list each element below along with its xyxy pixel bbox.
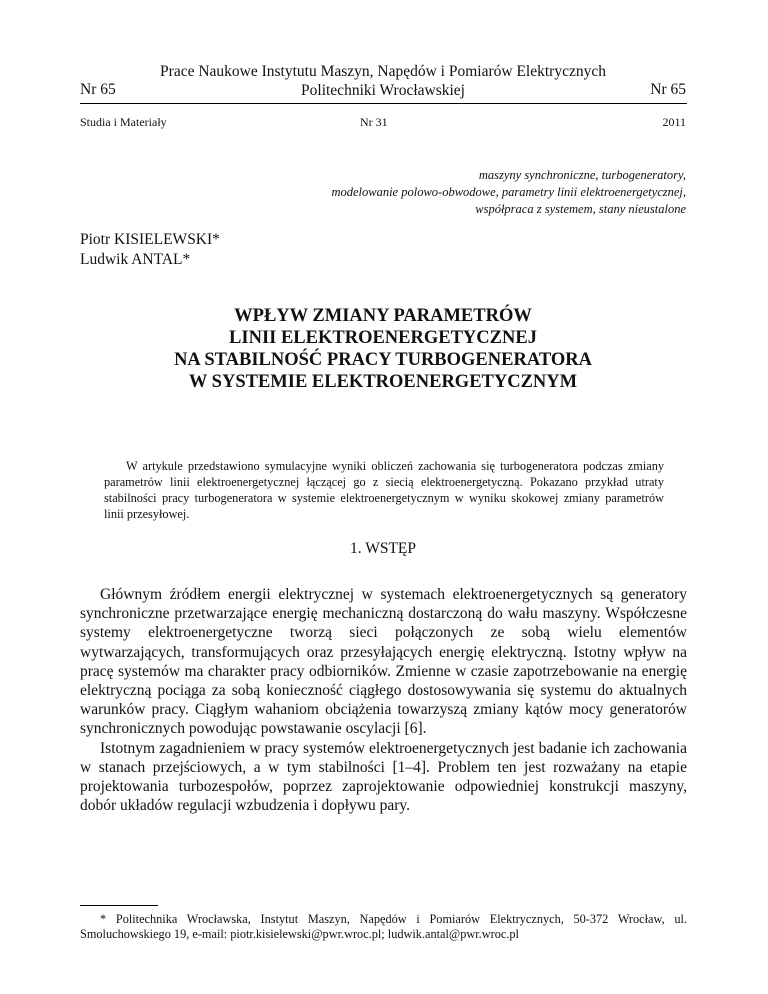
title-line: NA STABILNOŚĆ PRACY TURBOGENERATORA bbox=[174, 350, 592, 370]
footnote: * Politechnika Wrocławska, Instytut Maszyn, Napędów i Pomiarów Elektrycznych, 50-372 Wrocław, ul. Smoluchowskiego 19, e-mail: piotr.kisielewski@pwr.wroc.pl; ludwik.antal@pwr.wroc.pl bbox=[80, 912, 687, 941]
paragraph: Głównym źródłem energii elektrycznej w systemach elektroenergetycznych są generatory synchroniczne przetwarzające energię mechaniczną dostarczoną do wału maszyny. Współczesne systemy elektroenergetyczne tworzą sieci połączonych ze sobą wielu elementów wytwarzających, transformujących oraz przesyłających energię elektryczną. Istotny wpływ na pracę systemów ma charakter pracy odbiorników. Zmienne w czasie zapotrzebowanie na energię elektryczną pociąga za sobą konieczność ciągłego dostosowywania się systemu do aktualnych warunków pracy. Ciągłym wahaniom obciążenia towarzyszą zmiany kątów mocy generatorów synchronicznych powodując powstawanie oscylacji [6]. bbox=[80, 586, 687, 738]
paper-title bbox=[80, 305, 686, 393]
title-line: WPŁYW ZMIANY PARAMETRÓW bbox=[234, 306, 532, 326]
title-line: W SYSTEMIE ELEKTROENERGETYCZNYM bbox=[188, 372, 578, 392]
authors bbox=[80, 230, 220, 270]
series-subtitle: Studia i Materiały bbox=[80, 115, 167, 129]
journal-series-title bbox=[80, 62, 686, 100]
journal-series-line-2: Politechniki Wrocławskiej bbox=[301, 82, 465, 99]
abstract: W artykule przedstawiono symulacyjne wyniki obliczeń zachowania się turbogeneratora podczas zmiany parametrów linii elektroenergetycznej łączącej go z siecią elektroenergetyczną. Pokazano przykład utraty stabilności pracy turbogeneratora w systemie elektroenergetycznym w wyniku skokowej zmiany parametrów linii przesyłowej. bbox=[104, 459, 664, 521]
title-line: LINII ELEKTROENERGETYCZNEJ bbox=[229, 328, 537, 348]
issue-number: Nr 31 bbox=[360, 115, 388, 129]
footnote-divider bbox=[80, 905, 158, 906]
section-heading: 1. WSTĘP bbox=[349, 540, 417, 557]
author-1: Piotr KISIELEWSKI* bbox=[80, 231, 220, 248]
publication-year: 2011 bbox=[662, 115, 686, 129]
author-2: Ludwik ANTAL* bbox=[80, 251, 191, 268]
journal-series-line-1: Prace Naukowe Instytutu Maszyn, Napędów i Pomiarów Elektrycznych bbox=[160, 63, 606, 80]
keywords-line: modelowanie polowo-obwodowe, parametry linii elektroenergetycznej, bbox=[331, 185, 686, 199]
keywords-line: maszyny synchroniczne, turbogeneratory, bbox=[478, 168, 686, 182]
keywords bbox=[166, 167, 686, 218]
header-divider bbox=[80, 103, 687, 104]
paragraph: Istotnym zagadnieniem w pracy systemów elektroenergetycznych jest badanie ich zachowania w stanach przejściowych, a w tym stabilności [1–4]. Problem ten jest rozważany na etapie projektowania turbozespołów, poprzez zaprojektowanie odpowiedniej konstrukcji maszyny, dobór układów regulacji wzbudzenia i dopływu pary. bbox=[80, 739, 687, 815]
body-text bbox=[80, 585, 687, 815]
volume-number-right: Nr 65 bbox=[650, 81, 686, 98]
keywords-line: współpraca z systemem, stany nieustalone bbox=[475, 202, 686, 216]
volume-number-left: Nr 65 bbox=[80, 81, 116, 98]
